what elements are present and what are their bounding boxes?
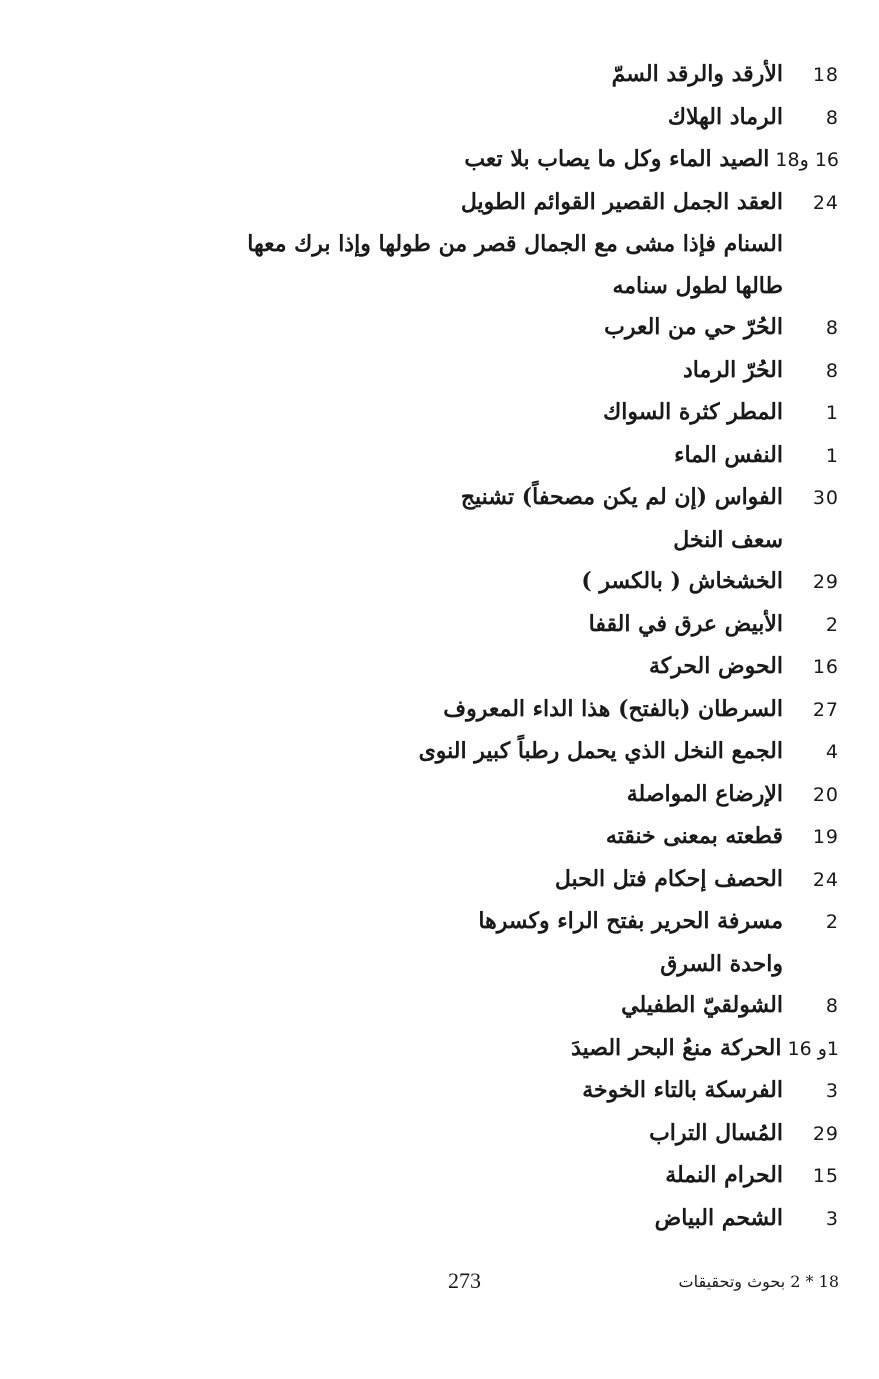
entry-number: 2	[825, 613, 839, 636]
glossary-entry	[199, 604, 839, 647]
entry-number: 30	[812, 487, 839, 509]
entry-text: الجمع النخل الذي يحمل رطباً كبير النوى	[418, 738, 783, 764]
entry-number: 1و 16	[787, 1037, 839, 1060]
entry-text: الأبيض عرق في القفا	[588, 610, 783, 637]
entry-text: طالها لطول سنامه	[612, 272, 783, 299]
glossary-entry	[199, 1113, 839, 1156]
glossary-entry	[199, 1070, 839, 1113]
entry-text: الحرام النملة	[665, 1162, 783, 1188]
glossary-entry	[199, 985, 839, 1028]
glossary-entry	[199, 307, 839, 350]
glossary-entry	[199, 392, 839, 435]
entry-text: الرماد الهلاك	[667, 103, 783, 130]
glossary-entry	[199, 266, 839, 308]
entry-text: الحوض الحركة	[648, 653, 783, 679]
page-number: 273	[448, 1268, 481, 1293]
entry-number: 24	[812, 191, 839, 214]
entry-text: المطر كثرة السواك	[603, 399, 783, 425]
glossary-entry	[199, 731, 839, 774]
entry-number: 24	[812, 868, 839, 891]
entry-text: سعف النخل	[673, 526, 783, 553]
glossary-entry	[199, 520, 839, 562]
entry-text: الأرقد والرقد السمّ	[611, 61, 783, 87]
entry-text: الحُرّ حي من العرب	[604, 314, 783, 340]
glossary-entry	[199, 350, 839, 393]
entry-number: 16 و18	[775, 149, 839, 171]
entry-text: السنام فإذا مشى مع الجمال قصر من طولها وإذا برك معها	[247, 231, 783, 257]
entry-text: النفس الماء	[674, 441, 783, 468]
glossary-entry	[199, 224, 839, 266]
glossary-entry	[199, 139, 839, 182]
entry-text: الصيد الماء وكل ما يصاب بلا تعب	[464, 146, 770, 172]
entry-number: 29	[812, 571, 839, 593]
entry-number: 8	[825, 317, 839, 339]
entry-number: 15	[812, 1165, 839, 1187]
entry-text: الفواس (إن لم يكن مصحفاً) تشنيج	[460, 484, 783, 510]
glossary-entry	[199, 944, 839, 986]
glossary-entry	[199, 1198, 839, 1241]
entry-number: 8	[825, 995, 839, 1017]
glossary-entry	[199, 561, 839, 604]
entry-text: العقد الجمل القصير القوائم الطويل	[460, 188, 783, 215]
entry-number: 18	[812, 64, 839, 86]
glossary-entry	[199, 1028, 839, 1071]
glossary-entry	[199, 774, 839, 817]
entry-number: 3	[825, 1207, 839, 1230]
entry-text: الإرضاع المواصلة	[626, 780, 783, 807]
entry-text: واحدة السرق	[660, 950, 783, 977]
entry-text: الحركة منعُ البحر الصيدَ	[571, 1034, 782, 1061]
page-footer	[0, 1268, 879, 1298]
entry-number: 8	[825, 106, 839, 129]
glossary-entry	[199, 435, 839, 478]
glossary-entry	[199, 689, 839, 732]
glossary-entry	[199, 646, 839, 689]
entry-text: الحصف إحكام فتل الحبل	[554, 865, 783, 892]
glossary-entry	[199, 477, 839, 520]
entry-text: مسرفة الحرير بفتح الراء وكسرها	[478, 908, 783, 934]
entry-text: الحُرّ الرماد	[682, 356, 783, 383]
entry-number: 1	[825, 402, 839, 424]
entry-text: قطعته بمعنى خنقته	[605, 823, 783, 849]
entry-number: 1	[825, 444, 839, 467]
glossary-entry	[199, 859, 839, 902]
glossary-entry	[199, 816, 839, 859]
entry-number: 8	[825, 359, 839, 382]
glossary-list	[199, 54, 839, 1240]
entry-number: 4	[825, 741, 839, 763]
entry-text: الشولقيّ الطفيلي	[621, 992, 783, 1018]
entry-number: 20	[812, 783, 839, 806]
entry-text: الفرسكة بالتاء الخوخة	[582, 1077, 783, 1103]
entry-text: السرطان (بالفتح) هذا الداء المعروف	[443, 695, 783, 722]
entry-number: 19	[812, 826, 839, 848]
glossary-entry	[199, 182, 839, 225]
entry-text: الخشخاش ( بالكسر )	[581, 568, 783, 594]
entry-number: 27	[812, 698, 839, 721]
entry-number: 16	[812, 656, 839, 678]
glossary-entry	[199, 1155, 839, 1198]
glossary-entry	[199, 97, 839, 140]
entry-number: 2	[825, 911, 839, 933]
glossary-entry	[199, 901, 839, 944]
entry-number: 29	[812, 1122, 839, 1145]
glossary-entry	[199, 54, 839, 97]
entry-number: 3	[825, 1080, 839, 1102]
footer-note: 18 * 2 بحوث وتحقيقات	[678, 1272, 839, 1291]
entry-text: المُسال التراب	[649, 1119, 783, 1146]
entry-text: الشحم البياض	[654, 1204, 783, 1231]
